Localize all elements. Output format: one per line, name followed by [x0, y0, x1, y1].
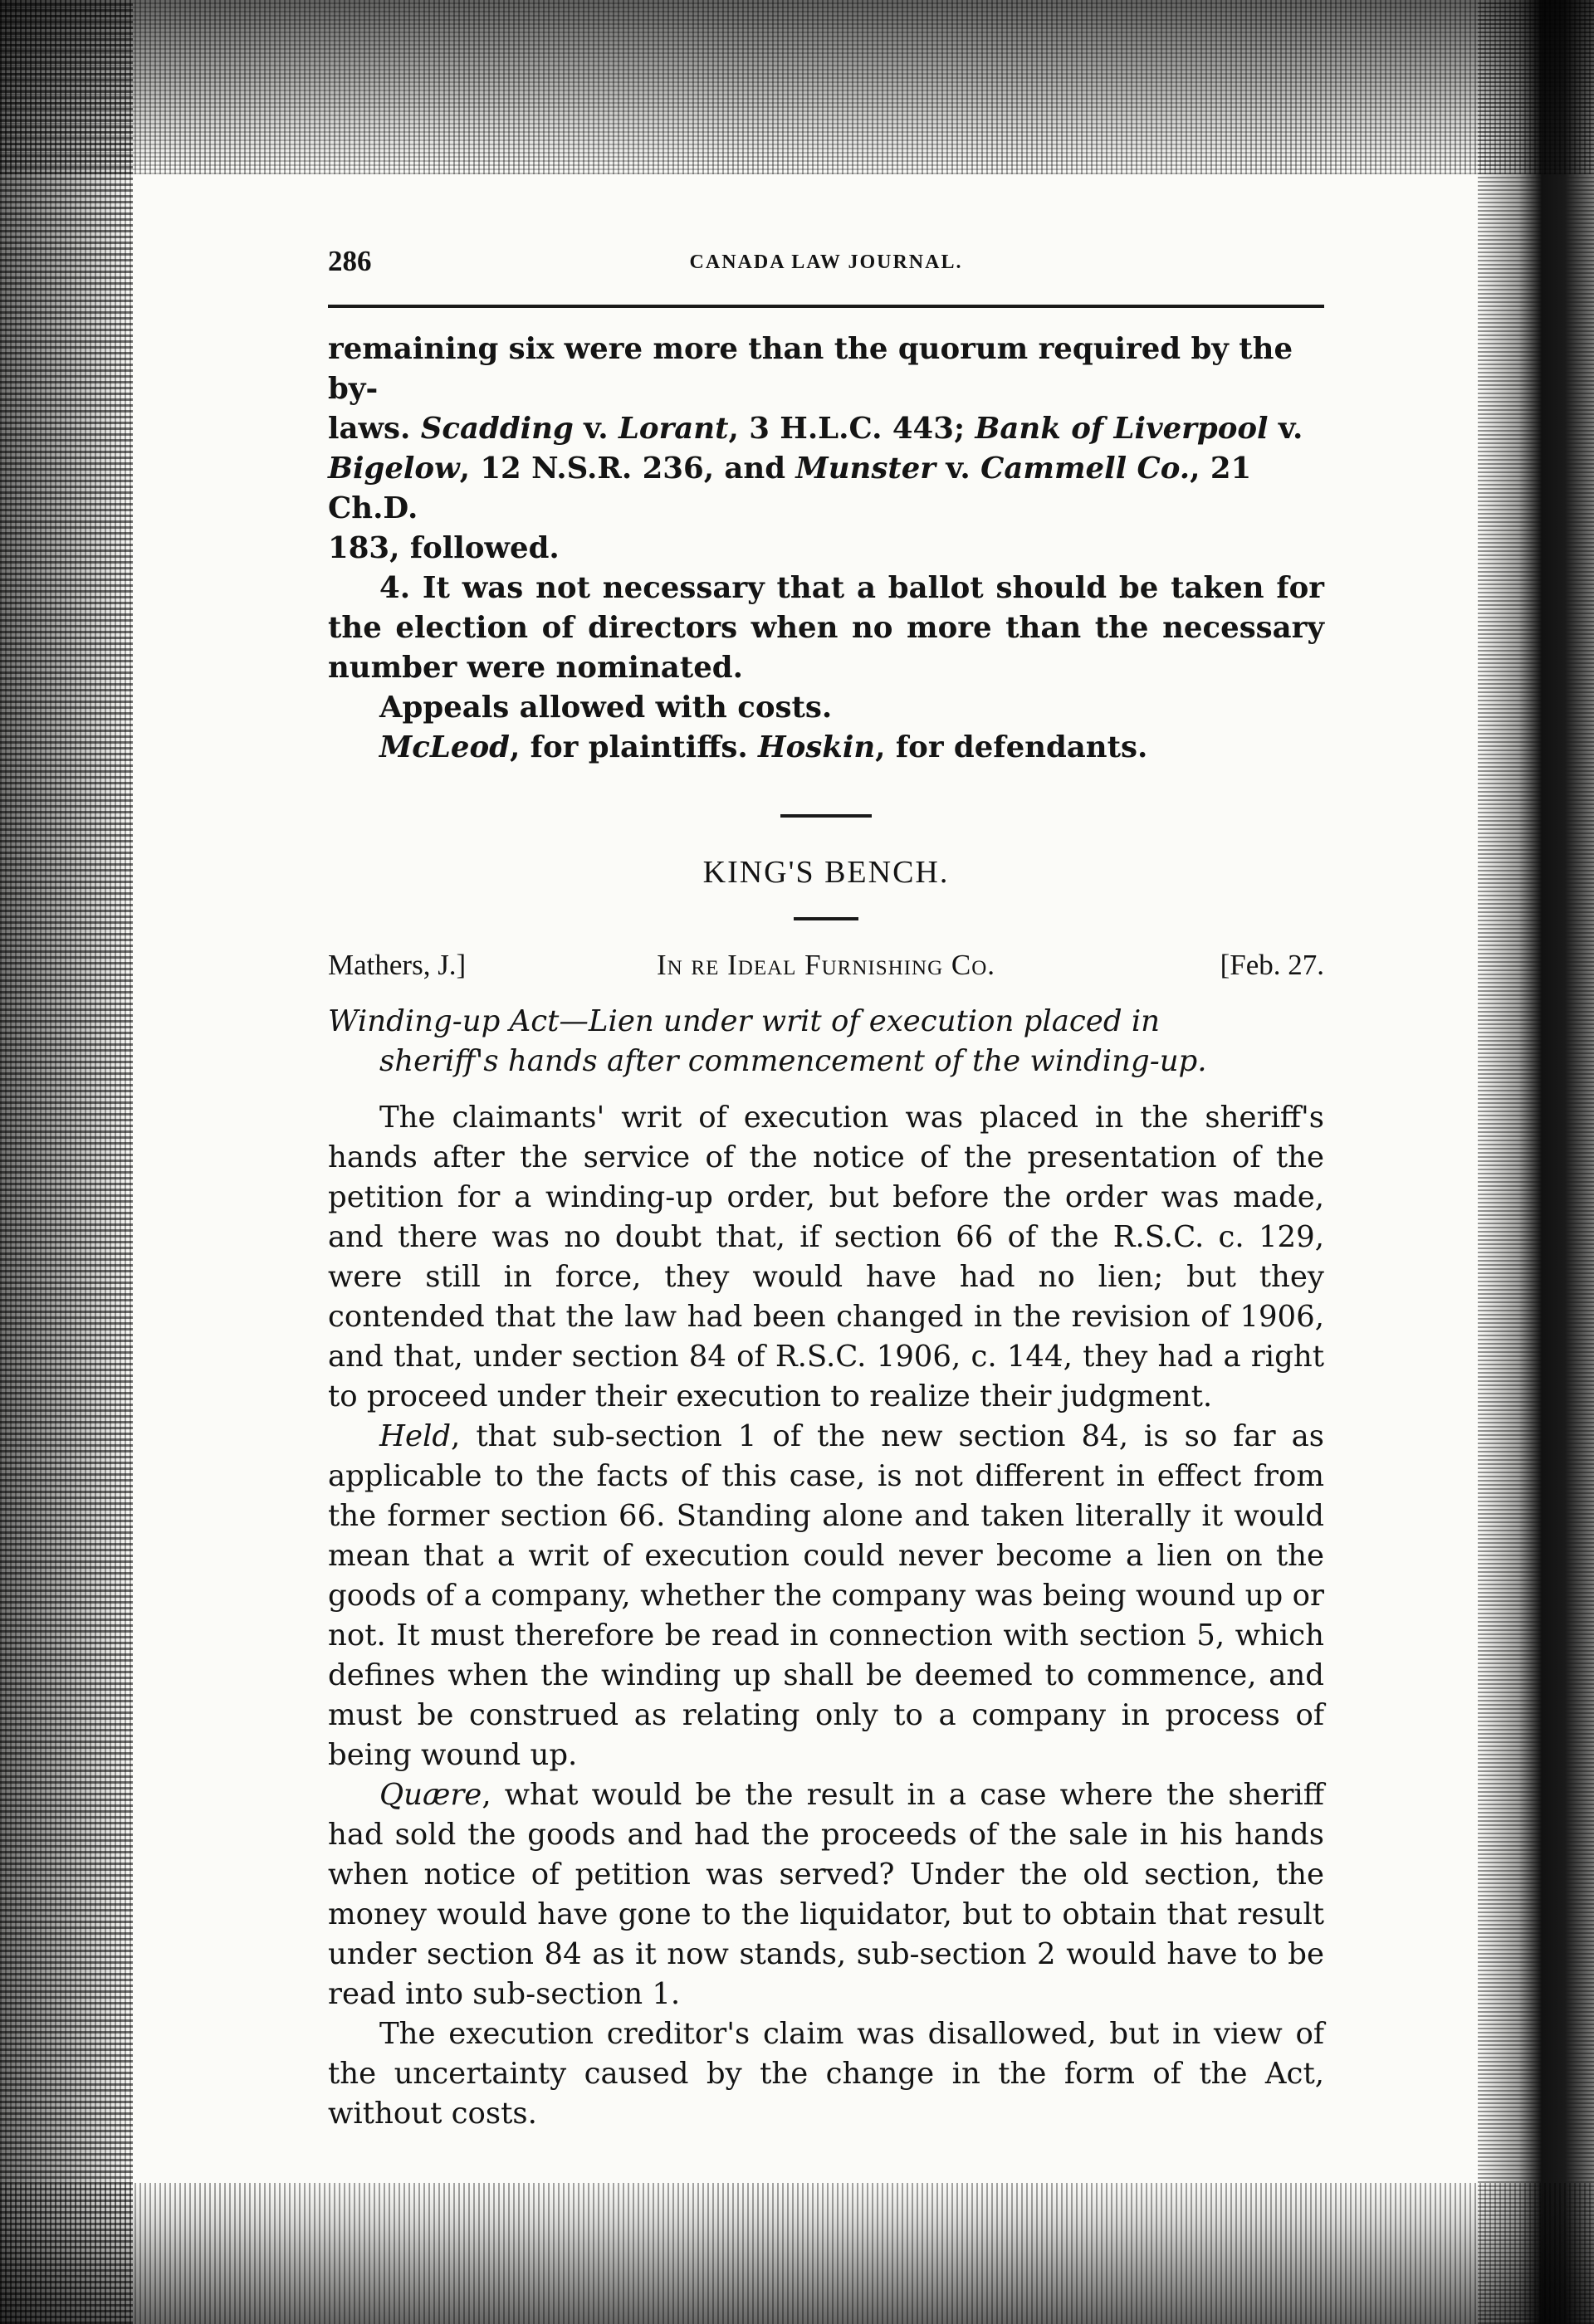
case-name: In re Ideal Furnishing Co. [656, 949, 996, 981]
point-four: 4. It was not necessary that a ballot should be taken for the election of directors when no more than the necessary number were nominated. [328, 571, 1324, 685]
case-caption [328, 949, 1324, 990]
header-rule [328, 305, 1324, 308]
disposition: Appeals allowed with costs. [379, 691, 833, 725]
text-fragment: v. [573, 412, 619, 446]
headnote-line: sheriff's hands after commencement of the winding-up. [379, 1044, 1207, 1078]
journal-title: CANADA LAW JOURNAL. [689, 251, 963, 273]
text-fragment: , for defendants. [875, 730, 1148, 764]
scan-border-bottom [0, 2183, 1594, 2324]
continued-paragraph [328, 330, 1324, 569]
counsel-name: McLeod [379, 730, 510, 764]
text-fragment: v. [936, 452, 981, 486]
page-number: 286 [328, 245, 372, 277]
case-citation: Bank of Liverpool [975, 412, 1269, 446]
body-paragraph: The execution creditor's claim was disallowed, but in view of the uncertainty caused by the change in the form of the Act, without costs. [328, 2017, 1324, 2131]
case-date: [Feb. 27. [1220, 949, 1324, 981]
paragraph-text: , what would be the result in a case where the sheriff had sold the goods and had the proceeds of the sale in his hands when notice of petition was served? Under the old section, the money would have gone to the liquidator, but to obtain that result under section 84 as it now stands, sub-section 2 would have to be read into sub-section 1. [328, 1778, 1324, 2011]
body-paragraph: The claimants' writ of execution was placed in the sheriff's hands after the service of the notice of the presentation of the petition for a winding-up order, but before the order was made, and there was no doubt that, if section 66 of the R.S.C. c. 129, were still in force, they would have had no lien; but they contended that the law had been changed in the revision of 1906, and that, under section 84 of R.S.C. 1906, c. 144, they had a right to proceed under their execution to realize their judgment. [328, 1101, 1324, 1413]
case-citation: Cammell Co. [980, 452, 1191, 486]
running-head [328, 245, 1324, 286]
case-citation: Scadding [420, 412, 574, 446]
paragraph-text: , that sub-section 1 of the new section 84, is so far as applicable to the facts of this case, is not different in effect from the former section 66. Standing alone and taken literally it would mean that a writ of execution could never become a lien on the goods of a company, whether the company was being wound up or not. It must therefore be read in connection with section 5, which defines when the winding up shall be deemed to commence, and must be construed as relating only to a company in process of being wound up. [328, 1419, 1324, 1772]
case-citation: Munster [795, 452, 936, 486]
text-fragment: , 21 Ch.D. [328, 452, 1252, 525]
body-paragraph [328, 1775, 1324, 2014]
text-line: 183, followed. [328, 531, 560, 565]
judge-name: Mathers, J.] [328, 949, 467, 981]
heading-divider [794, 917, 858, 920]
headnote-line: Winding-up Act—Lien under writ of execution placed in [328, 1004, 1161, 1038]
headnote [328, 1002, 1324, 1081]
case-body [328, 1098, 1324, 2134]
paragraph-lead: Quære [379, 1778, 482, 1812]
text-fragment: , for plaintiffs. [509, 730, 759, 764]
scan-border-right [1478, 0, 1594, 2324]
previous-case-conclusion [328, 330, 1324, 768]
text-fragment: , 3 H.L.C. 443; [728, 412, 975, 446]
counsel-name: Hoskin [758, 730, 876, 764]
case-citation: Bigelow [328, 452, 460, 486]
text-line: remaining six were more than the quorum required by the by- [328, 332, 1293, 406]
text-fragment: v. [1268, 412, 1303, 446]
body-paragraph [328, 1417, 1324, 1775]
section-divider [780, 814, 872, 818]
page-text [328, 245, 1324, 2134]
case-citation: Lorant [618, 412, 729, 446]
text-fragment: , 12 N.S.R. 236, and [459, 452, 796, 486]
paragraph-lead: Held [379, 1419, 452, 1453]
counsel-line [328, 728, 1324, 768]
text-fragment: laws. [328, 412, 421, 446]
scan-border-left [0, 0, 133, 2324]
scan-border-top [0, 0, 1594, 174]
section-heading: KING'S BENCH. [702, 855, 950, 890]
